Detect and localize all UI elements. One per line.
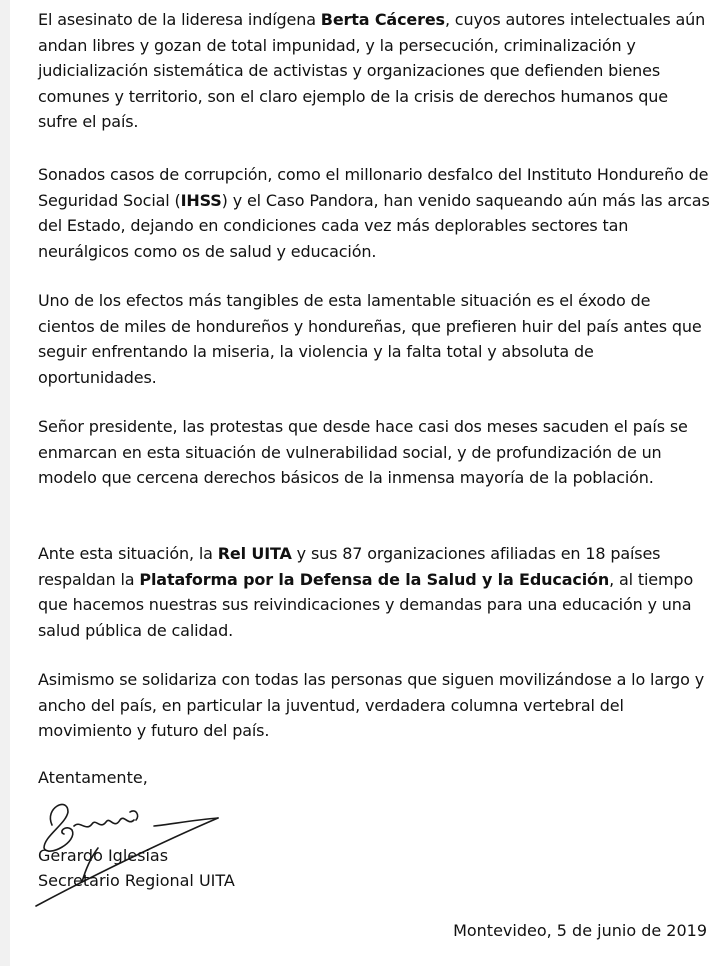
closing-salutation: Atentamente, <box>38 768 148 787</box>
paragraph-protests: Señor presidente, las protestas que desde hace casi dos meses sacuden el país se enmarcan en esta situación de vulnerabilidad social, y de profundización de un modelo que cercena derechos básicos de la inmensa mayoría de la población. <box>38 417 688 487</box>
paragraph-berta-caceres: El asesinato de la lideresa indígena Berta Cáceres, cuyos autores intelectuales aún andan libres y gozan de total impunidad, y la persecución, criminalización y judicialización sistemática de activistas y organizaciones que defienden bienes comunes y territorio, son el claro ejemplo de la crisis de derechos humanos que sufre el país. <box>38 10 706 131</box>
signatory-title: Secretario Regional UITA <box>38 871 235 890</box>
paragraph-rel-uita: Ante esta situación, la Rel UITA y sus 87 organizaciones afiliadas en 18 países respaldan la Plataforma por la Defensa de la Salud y la Educación, al tiempo que hacemos nuestras sus reivindicaciones y demandas para una educación y una salud pública de calidad. <box>38 544 694 640</box>
rel-uita-bold: Rel UITA <box>217 544 292 563</box>
signatory-name: Gerardo Iglesias <box>38 846 169 865</box>
place-and-date: Montevideo, 5 de junio de 2019 <box>453 921 707 940</box>
paragraph-exodus: Uno de los efectos más tangibles de esta lamentable situación es el éxodo de cientos de miles de hondureños y hondureñas, que prefieren huir del país antes que seguir enfrentando la miseria, la violencia y la falta total y absoluta de oportunidades. <box>38 291 702 387</box>
ihss-bold: IHSS <box>180 190 222 210</box>
paragraph-solidarity: Asimismo se solidariza con todas las personas que siguen movilizándose a lo largo y ancho del país, en particular la juventud, verdadera columna vertebral del movimiento y futuro del país. <box>38 670 705 740</box>
paragraph-corruption: Sonados casos de corrupción, como el millonario desfalco del Instituto Hondureño de Seguridad Social (IHSS) y el Caso Pandora, han venido saqueando aún más las arcas del Estado, dejando en condiciones cada vez más deplorables sectores tan neurálgicos como os de salud y educación. <box>38 165 710 261</box>
plataforma-bold: Plataforma por la Defensa de la Salud y la Educación <box>139 569 610 589</box>
page-left-edge <box>0 0 10 966</box>
berta-caceres-bold: Berta Cáceres <box>320 10 445 29</box>
